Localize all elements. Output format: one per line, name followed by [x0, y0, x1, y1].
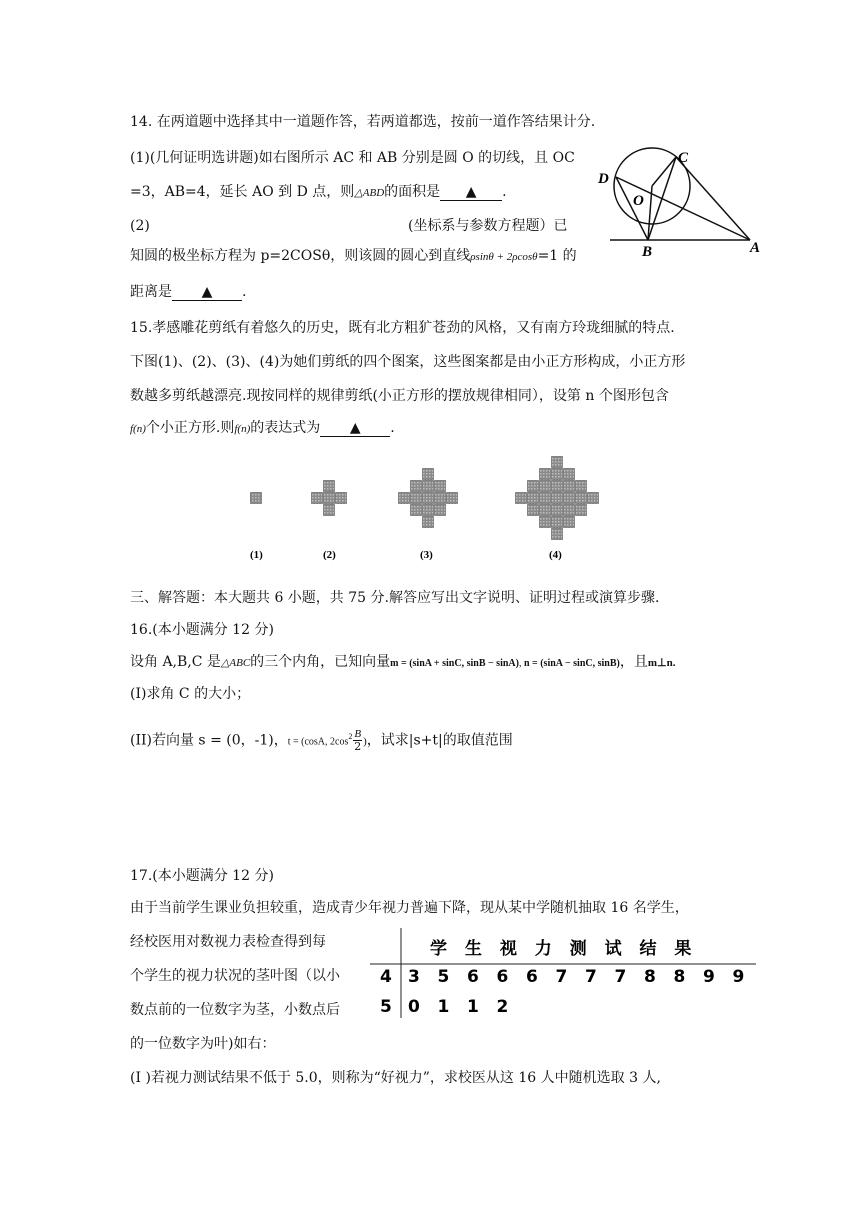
pattern-square: [411, 505, 422, 516]
pattern-square: [576, 505, 587, 516]
pattern-square: [411, 481, 422, 492]
pattern-square: [312, 493, 323, 504]
period: .: [390, 420, 395, 436]
pattern-square: [564, 493, 575, 504]
period: .: [502, 184, 507, 200]
math-triangle: △ABC: [220, 657, 251, 669]
stem-rows: [380, 967, 744, 1017]
text: 的表达式为: [250, 420, 321, 436]
leaf-value: 1: [437, 997, 450, 1017]
leaf-value: 8: [644, 967, 656, 987]
pattern-square: [564, 469, 575, 480]
math-line: ρsinθ + 2ρcosθ: [470, 251, 538, 263]
text: 距离是: [130, 284, 172, 300]
q17-line6: (I )若视力测试结果不低于 5.0，则称为“好视力”，求校医从这 16 人中随机选取 3 人,: [130, 1070, 661, 1086]
leaf-value: 9: [732, 967, 745, 987]
leaf-value: 7: [614, 967, 627, 987]
vector-n: n = (sinA − sinC, sinB): [523, 658, 620, 669]
perp-condition: m⊥n.: [647, 657, 676, 669]
q14-part2-line3: [130, 282, 246, 302]
q14-part2-label: (2): [130, 218, 150, 234]
leaf-value: 6: [526, 967, 538, 987]
q17-line3: 个学生的视力状况的茎叶图（以小: [130, 968, 340, 984]
leaf-value: 8: [673, 967, 686, 987]
text: (II)若向量 s = (0，-1)，: [130, 732, 288, 749]
pattern-squares: [251, 457, 599, 540]
label-D: D: [598, 171, 609, 187]
pattern-square: [435, 493, 446, 504]
stem-value: 4: [380, 967, 392, 987]
q15-line2: 下图(1)、(2)、(3)、(4)为她们剪纸的四个图案，这些图案都是由小正方形构成，小正方形: [130, 354, 686, 370]
blank-mark: ▲: [465, 184, 477, 200]
pattern-label-2: (2): [323, 549, 336, 561]
pattern-square: [399, 493, 410, 504]
pattern-square: [552, 469, 563, 480]
paren: ): [363, 735, 367, 748]
pattern-square: [423, 481, 434, 492]
stem-leaf-chart: [370, 928, 760, 1028]
line-BC: [648, 157, 676, 240]
pattern-square: [552, 517, 563, 528]
text: 个小正方形.则: [145, 420, 235, 436]
vector-m: m = (sinA + sinC, sinB − sinA): [390, 658, 519, 669]
pattern-square: [324, 493, 335, 504]
pattern-square: [552, 529, 563, 540]
pattern-square: [435, 481, 446, 492]
pattern-square: [564, 481, 575, 492]
q17-line4: 数点前的一位数字为茎，小数点后: [130, 1002, 340, 1018]
q14-intro: 14. 在两道题中选择其中一道题作答，若两道都选，按前一道作答结果计分.: [130, 114, 596, 130]
text: 的面积是: [384, 184, 441, 200]
leaf-value: 9: [703, 967, 715, 987]
blank-mark: ▲: [349, 420, 361, 436]
leaf-value: 7: [585, 967, 597, 987]
pattern-square: [447, 493, 458, 504]
q16-part1: (I)求角 C 的大小；: [130, 686, 251, 702]
q16-line1: 设角 A,B,C 是△ABC的三个内角，已知向量m = (sinA + sinC, sinB − sinA), n = (sinA − sinC, sinB)，且m⊥n.: [130, 654, 676, 670]
period: .: [242, 284, 247, 300]
fraction-B-over-2: [353, 729, 362, 752]
pattern-square: [540, 493, 551, 504]
paper-cut-patterns: [240, 440, 620, 570]
text: ，且: [619, 654, 648, 670]
pattern-square: [552, 481, 563, 492]
pattern-square: [564, 517, 575, 528]
leaf-value: 6: [467, 967, 479, 987]
label-A: A: [750, 240, 760, 256]
text: =3，AB=4，延长 AO 到 D 点，则: [130, 184, 355, 200]
text: 的三个内角，已知向量: [250, 654, 391, 670]
pattern-square: [552, 493, 563, 504]
circle-tangent-figure: [590, 140, 760, 260]
pattern-square: [528, 505, 539, 516]
pattern-label-1: (1): [250, 549, 263, 561]
answer-blank: [172, 284, 242, 301]
fraction-num: B: [354, 728, 362, 741]
pattern-square: [576, 481, 587, 492]
math-triangle: △ABD: [354, 187, 385, 199]
q14-part1-line2: [130, 182, 507, 203]
pattern-square: [324, 481, 335, 492]
text: ，试求|s+t|的取值范围: [366, 732, 513, 749]
text: 设角 A,B,C 是: [130, 654, 221, 670]
q17-line5: 的一位数字为叶)如右：: [130, 1036, 276, 1052]
pattern-label-3: (3): [420, 549, 433, 561]
pattern-square: [423, 469, 434, 480]
pattern-square: [423, 517, 434, 528]
pattern-square: [564, 505, 575, 516]
stem-leaf-title: 学 生 视 力 测 试 结 果: [430, 939, 698, 959]
fraction-den: 2: [354, 740, 362, 754]
q16-header: 16.(本小题满分 12 分): [130, 622, 274, 638]
leaf-value: 6: [496, 967, 509, 987]
q14-part2-line2: [130, 246, 577, 267]
label-C: C: [678, 150, 689, 166]
pattern-square: [528, 481, 539, 492]
q15-line4: [130, 418, 395, 439]
pattern-square: [411, 493, 422, 504]
leaf-value: 1: [467, 997, 479, 1017]
text: 知圆的极坐标方程为 p=2COSθ，则该圆的圆心到直线: [130, 248, 471, 264]
pattern-square: [540, 481, 551, 492]
pattern-square: [552, 457, 563, 468]
text: =1 的: [537, 248, 577, 264]
pattern-square: [552, 505, 563, 516]
answer-blank: [440, 184, 502, 201]
leaf-value: 5: [437, 967, 450, 987]
pattern-square: [528, 493, 539, 504]
blank-mark: ▲: [201, 284, 213, 300]
leaf-value: 7: [555, 967, 568, 987]
pattern-square: [423, 505, 434, 516]
pattern-square: [540, 469, 551, 480]
pattern-square: [540, 517, 551, 528]
pattern-square: [576, 493, 587, 504]
exponent: 2: [348, 732, 353, 741]
pattern-square: [324, 505, 335, 516]
leaf-value: 0: [408, 997, 420, 1017]
math-fn: f(n): [130, 423, 146, 435]
pattern-square: [588, 493, 599, 504]
pattern-square: [423, 493, 434, 504]
q15-line1: 15.孝感雕花剪纸有着悠久的历史，既有北方粗犷苍劲的风格，又有南方玲珑细腻的特点.: [130, 320, 675, 336]
q15-line3: 数越多剪纸越漂亮.现按同样的规律剪纸(小正方形的摆放规律相同），设第 n 个图形包含: [130, 388, 669, 404]
label-B: B: [642, 244, 653, 260]
q17-line2: 经校医用对数视力表检查得到每: [130, 934, 326, 950]
pattern-square: [251, 493, 262, 504]
pattern-label-4: (4): [549, 549, 562, 561]
label-O: O: [633, 193, 644, 209]
pattern-square: [435, 505, 446, 516]
q16-part2: [130, 722, 513, 758]
q14-part1-line1: (1)(几何证明选讲题)如右图所示 AC 和 AB 分别是圆 O 的切线，且 OC: [130, 150, 575, 166]
section3-heading: 三、解答题：本大题共 6 小题，共 75 分.解答应写出文字说明、证明过程或演算步骤.: [130, 590, 660, 606]
stem-value: 5: [380, 997, 392, 1017]
leaf-value: 3: [408, 967, 420, 987]
answer-blank: [320, 420, 390, 437]
q17-header: 17.(本小题满分 12 分): [130, 868, 274, 884]
line-OC: [652, 157, 676, 186]
pattern-square: [336, 493, 347, 504]
q17-line1: 由于当前学生课业负担较重，造成青少年视力普遍下降，现从某中学随机抽取 16 名学生，: [130, 900, 689, 916]
pattern-square: [516, 493, 527, 504]
leaf-value: 2: [496, 997, 509, 1017]
vector-t: t = (cosA, 2cos: [287, 736, 349, 748]
math-fn: f(n): [234, 423, 251, 435]
pattern-square: [540, 505, 551, 516]
q14-part2-title: (坐标系与参数方程题）已: [408, 218, 568, 234]
